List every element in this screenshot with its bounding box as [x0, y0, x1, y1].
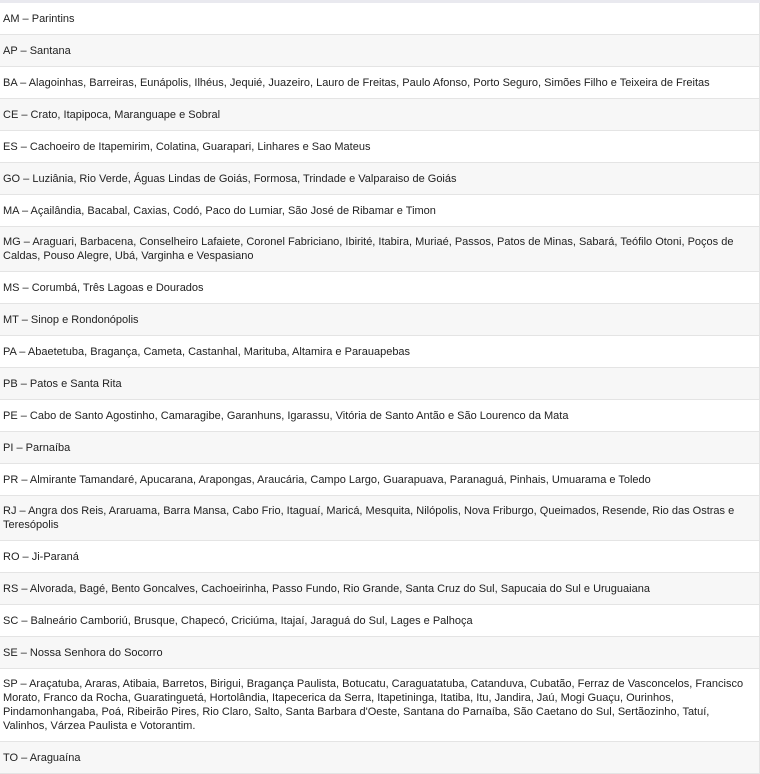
state-cell-to: TO – Araguaína — [0, 742, 760, 774]
table-row — [0, 336, 760, 368]
table-row — [0, 605, 760, 637]
table-row — [0, 742, 760, 774]
table-row — [0, 541, 760, 573]
table-row — [0, 368, 760, 400]
state-cell-ma: MA – Açailândia, Bacabal, Caxias, Codó, Paco do Lumiar, São José de Ribamar e Timon — [0, 195, 760, 227]
table-row — [0, 669, 760, 742]
state-cell-pr: PR – Almirante Tamandaré, Apucarana, Arapongas, Araucária, Campo Largo, Guarapuava, Paranaguá, Pinhais, Umuarama e Toledo — [0, 464, 760, 496]
table-row — [0, 3, 760, 35]
table-row — [0, 464, 760, 496]
table-row — [0, 432, 760, 464]
state-cell-es: ES – Cachoeiro de Itapemirim, Colatina, Guarapari, Linhares e Sao Mateus — [0, 131, 760, 163]
state-cell-go: GO – Luziânia, Rio Verde, Águas Lindas de Goiás, Formosa, Trindade e Valparaiso de Goiás — [0, 163, 760, 195]
table-row — [0, 99, 760, 131]
table-row — [0, 573, 760, 605]
table-row — [0, 67, 760, 99]
state-cell-sc: SC – Balneário Camboriú, Brusque, Chapecó, Criciúma, Itajaí, Jaraguá do Sul, Lages e Palhoça — [0, 605, 760, 637]
state-cell-rs: RS – Alvorada, Bagé, Bento Goncalves, Cachoeirinha, Passo Fundo, Rio Grande, Santa Cruz do Sul, Sapucaia do Sul e Uruguaiana — [0, 573, 760, 605]
state-cell-sp: SP – Araçatuba, Araras, Atibaia, Barretos, Birigui, Bragança Paulista, Botucatu, Caraguatatuba, Catanduva, Cubatão, Ferraz de Vasconcelos, Francisco Morato, Franco da Rocha, Guaratinguetá, Hortolândia, Itapecerica da Serra, Itapetininga, Itatiba, Itu, Jandira, Jaú, Mogi Guaçu, Ourinhos, Pindamonhangaba, Poá, Ribeirão Pires, Rio Claro, Salto, Santa Barbara d'Oeste, Santana do Parnaíba, São Caetano do Sul, Sertãozinho, Tatuí, Valinhos, Várzea Paulista e Votorantim. — [0, 669, 760, 742]
state-cell-ba: BA – Alagoinhas, Barreiras, Eunápolis, Ilhéus, Jequié, Juazeiro, Lauro de Freitas, Paulo Afonso, Porto Seguro, Simões Filho e Teixeira de Freitas — [0, 67, 760, 99]
state-cell-ro: RO – Ji-Paraná — [0, 541, 760, 573]
state-cell-am: AM – Parintins — [0, 3, 760, 35]
state-cell-ap: AP – Santana — [0, 35, 760, 67]
state-cell-ce: CE – Crato, Itapipoca, Maranguape e Sobral — [0, 99, 760, 131]
state-cell-se: SE – Nossa Senhora do Socorro — [0, 637, 760, 669]
state-cell-rj: RJ – Angra dos Reis, Araruama, Barra Mansa, Cabo Frio, Itaguaí, Maricá, Mesquita, Nilópolis, Nova Friburgo, Queimados, Resende, Rio das Ostras e Teresópolis — [0, 496, 760, 541]
table-row — [0, 400, 760, 432]
state-cell-pa: PA – Abaetetuba, Bragança, Cameta, Castanhal, Marituba, Altamira e Parauapebas — [0, 336, 760, 368]
table-row — [0, 195, 760, 227]
table-row — [0, 272, 760, 304]
table-row — [0, 304, 760, 336]
table-row — [0, 496, 760, 541]
state-cell-pi: PI – Parnaíba — [0, 432, 760, 464]
table-row — [0, 35, 760, 67]
table-row — [0, 637, 760, 669]
table-row — [0, 131, 760, 163]
state-cell-mg: MG – Araguari, Barbacena, Conselheiro Lafaiete, Coronel Fabriciano, Ibirité, Itabira, Muriaé, Passos, Patos de Minas, Sabará, Teófilo Otoni, Poços de Caldas, Pouso Alegre, Ubá, Varginha e Vespasiano — [0, 227, 760, 272]
table-row — [0, 227, 760, 272]
state-cities-table — [0, 3, 760, 774]
table-row — [0, 163, 760, 195]
state-cell-pb: PB – Patos e Santa Rita — [0, 368, 760, 400]
state-cell-ms: MS – Corumbá, Três Lagoas e Dourados — [0, 272, 760, 304]
state-cell-pe: PE – Cabo de Santo Agostinho, Camaragibe, Garanhuns, Igarassu, Vitória de Santo Antão e São Lourenco da Mata — [0, 400, 760, 432]
state-cell-mt: MT – Sinop e Rondonópolis — [0, 304, 760, 336]
